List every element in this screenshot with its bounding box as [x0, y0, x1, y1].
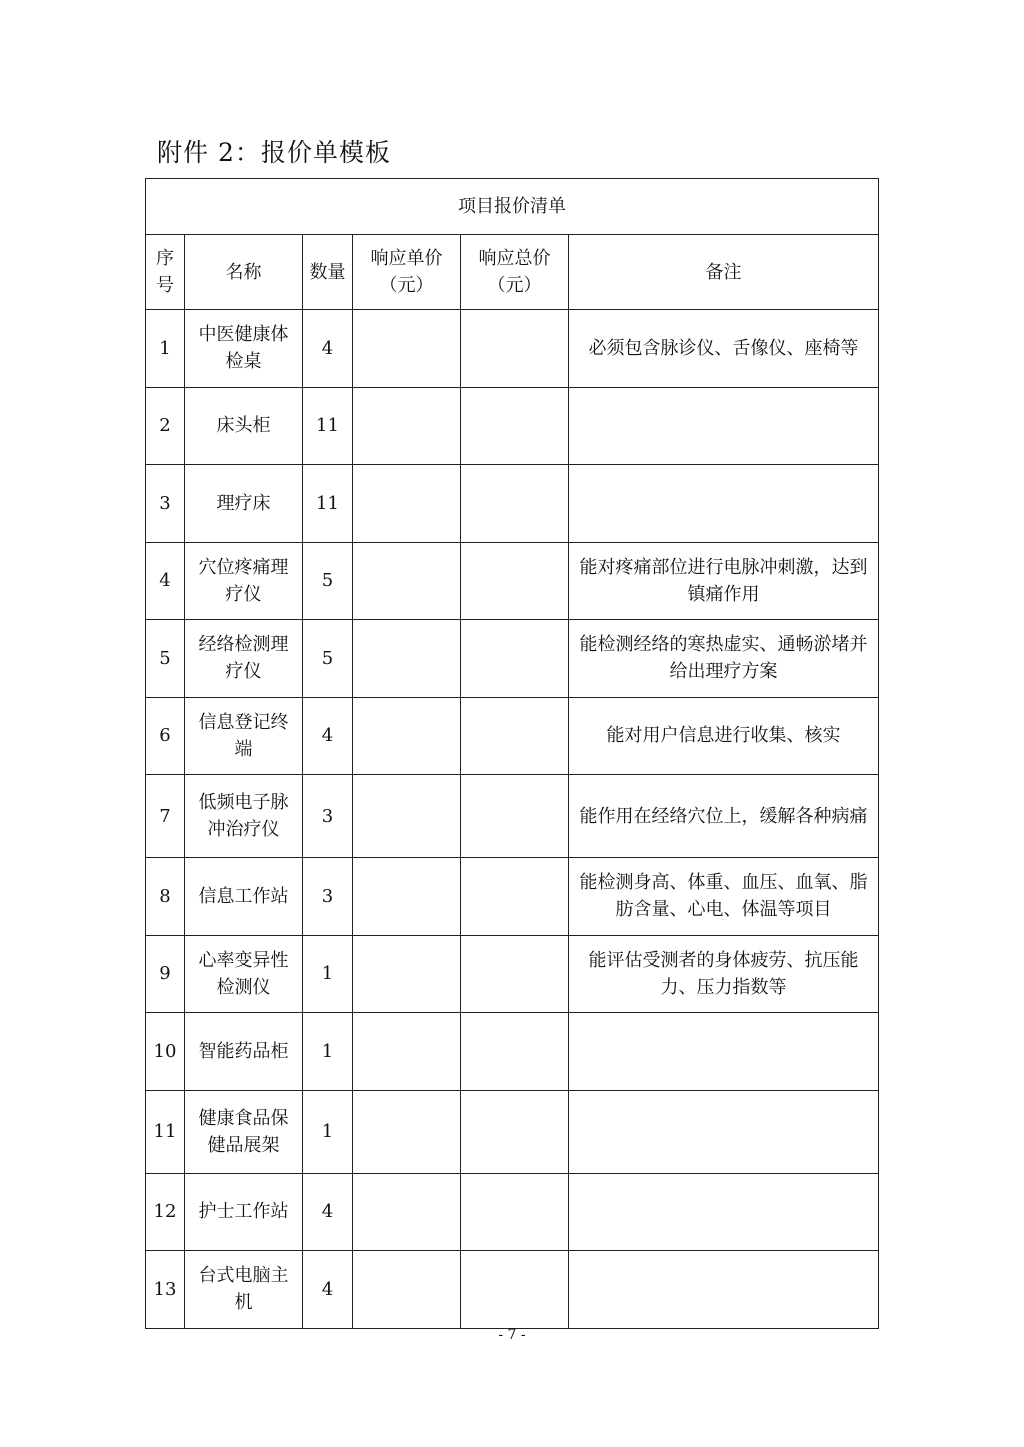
cell-unit-price: [353, 858, 461, 936]
cell-note: [569, 1173, 879, 1251]
cell-note: 能作用在经络穴位上，缓解各种病痛: [569, 775, 879, 858]
cell-unit-price: [353, 1090, 461, 1173]
cell-total-price: [461, 775, 569, 858]
cell-note: 能对用户信息进行收集、核实: [569, 697, 879, 775]
table-row: [146, 387, 879, 465]
cell-unit-price: [353, 1251, 461, 1329]
cell-qty: 3: [303, 858, 353, 936]
cell-name: 信息工作站: [185, 858, 303, 936]
cell-note: [569, 387, 879, 465]
header-name: 名称: [185, 235, 303, 310]
header-unit-price: 响应单价（元）: [353, 235, 461, 310]
cell-note: 必须包含脉诊仪、舌像仪、座椅等: [569, 310, 879, 388]
table-row: [146, 1013, 879, 1091]
cell-unit-price: [353, 542, 461, 620]
cell-total-price: [461, 1173, 569, 1251]
cell-no: 3: [146, 465, 185, 543]
table-row: [146, 858, 879, 936]
cell-note: 能检测身高、体重、血压、血氧、脂肪含量、心电、体温等项目: [569, 858, 879, 936]
header-total-price: 响应总价（元）: [461, 235, 569, 310]
cell-no: 11: [146, 1090, 185, 1173]
table-row: [146, 1090, 879, 1173]
header-qty: 数量: [303, 235, 353, 310]
table-row: [146, 697, 879, 775]
cell-qty: 1: [303, 1013, 353, 1091]
cell-total-price: [461, 935, 569, 1013]
cell-qty: 4: [303, 1173, 353, 1251]
cell-total-price: [461, 620, 569, 698]
cell-note: 能检测经络的寒热虚实、通畅淤堵并给出理疗方案: [569, 620, 879, 698]
table-row: [146, 310, 879, 388]
cell-unit-price: [353, 310, 461, 388]
cell-name: 理疗床: [185, 465, 303, 543]
cell-qty: 1: [303, 935, 353, 1013]
cell-qty: 5: [303, 542, 353, 620]
cell-no: 5: [146, 620, 185, 698]
table-row: [146, 775, 879, 858]
cell-note: [569, 1090, 879, 1173]
cell-no: 4: [146, 542, 185, 620]
table-row: [146, 620, 879, 698]
cell-total-price: [461, 465, 569, 543]
cell-qty: 1: [303, 1090, 353, 1173]
cell-unit-price: [353, 1013, 461, 1091]
cell-qty: 5: [303, 620, 353, 698]
cell-qty: 4: [303, 697, 353, 775]
quotation-table: [145, 178, 879, 1329]
cell-total-price: [461, 697, 569, 775]
cell-unit-price: [353, 620, 461, 698]
cell-note: 能评估受测者的身体疲劳、抗压能力、压力指数等: [569, 935, 879, 1013]
document-heading: 附件 2：报价单模板: [157, 138, 391, 167]
cell-qty: 3: [303, 775, 353, 858]
cell-unit-price: [353, 775, 461, 858]
cell-no: 7: [146, 775, 185, 858]
cell-total-price: [461, 858, 569, 936]
cell-name: 心率变异性检测仪: [185, 935, 303, 1013]
cell-unit-price: [353, 935, 461, 1013]
cell-no: 1: [146, 310, 185, 388]
cell-total-price: [461, 1251, 569, 1329]
cell-name: 经络检测理疗仪: [185, 620, 303, 698]
cell-name: 智能药品柜: [185, 1013, 303, 1091]
cell-no: 13: [146, 1251, 185, 1329]
cell-unit-price: [353, 697, 461, 775]
cell-qty: 4: [303, 1251, 353, 1329]
cell-note: 能对疼痛部位进行电脉冲刺激，达到镇痛作用: [569, 542, 879, 620]
cell-name: 中医健康体检桌: [185, 310, 303, 388]
cell-no: 6: [146, 697, 185, 775]
header-no: 序号: [146, 235, 185, 310]
cell-name: 床头柜: [185, 387, 303, 465]
cell-no: 9: [146, 935, 185, 1013]
cell-qty: 11: [303, 387, 353, 465]
table-row: [146, 1251, 879, 1329]
table-row: [146, 1173, 879, 1251]
header-row: [146, 235, 879, 310]
cell-total-price: [461, 1090, 569, 1173]
cell-total-price: [461, 1013, 569, 1091]
cell-note: [569, 465, 879, 543]
cell-qty: 11: [303, 465, 353, 543]
cell-note: [569, 1251, 879, 1329]
cell-no: 8: [146, 858, 185, 936]
cell-name: 护士工作站: [185, 1173, 303, 1251]
caption-row: [146, 179, 879, 235]
cell-no: 2: [146, 387, 185, 465]
table-row: [146, 465, 879, 543]
table-row: [146, 542, 879, 620]
cell-note: [569, 1013, 879, 1091]
table-row: [146, 935, 879, 1013]
cell-total-price: [461, 542, 569, 620]
cell-name: 台式电脑主机: [185, 1251, 303, 1329]
cell-total-price: [461, 387, 569, 465]
cell-total-price: [461, 310, 569, 388]
cell-unit-price: [353, 1173, 461, 1251]
cell-name: 低频电子脉冲治疗仪: [185, 775, 303, 858]
page-number: - 7 -: [498, 1327, 526, 1343]
cell-qty: 4: [303, 310, 353, 388]
cell-name: 穴位疼痛理疗仪: [185, 542, 303, 620]
cell-name: 信息登记终端: [185, 697, 303, 775]
header-note: 备注: [569, 235, 879, 310]
cell-no: 12: [146, 1173, 185, 1251]
cell-no: 10: [146, 1013, 185, 1091]
cell-name: 健康食品保健品展架: [185, 1090, 303, 1173]
cell-unit-price: [353, 465, 461, 543]
cell-unit-price: [353, 387, 461, 465]
table-caption: 项目报价清单: [146, 179, 879, 235]
